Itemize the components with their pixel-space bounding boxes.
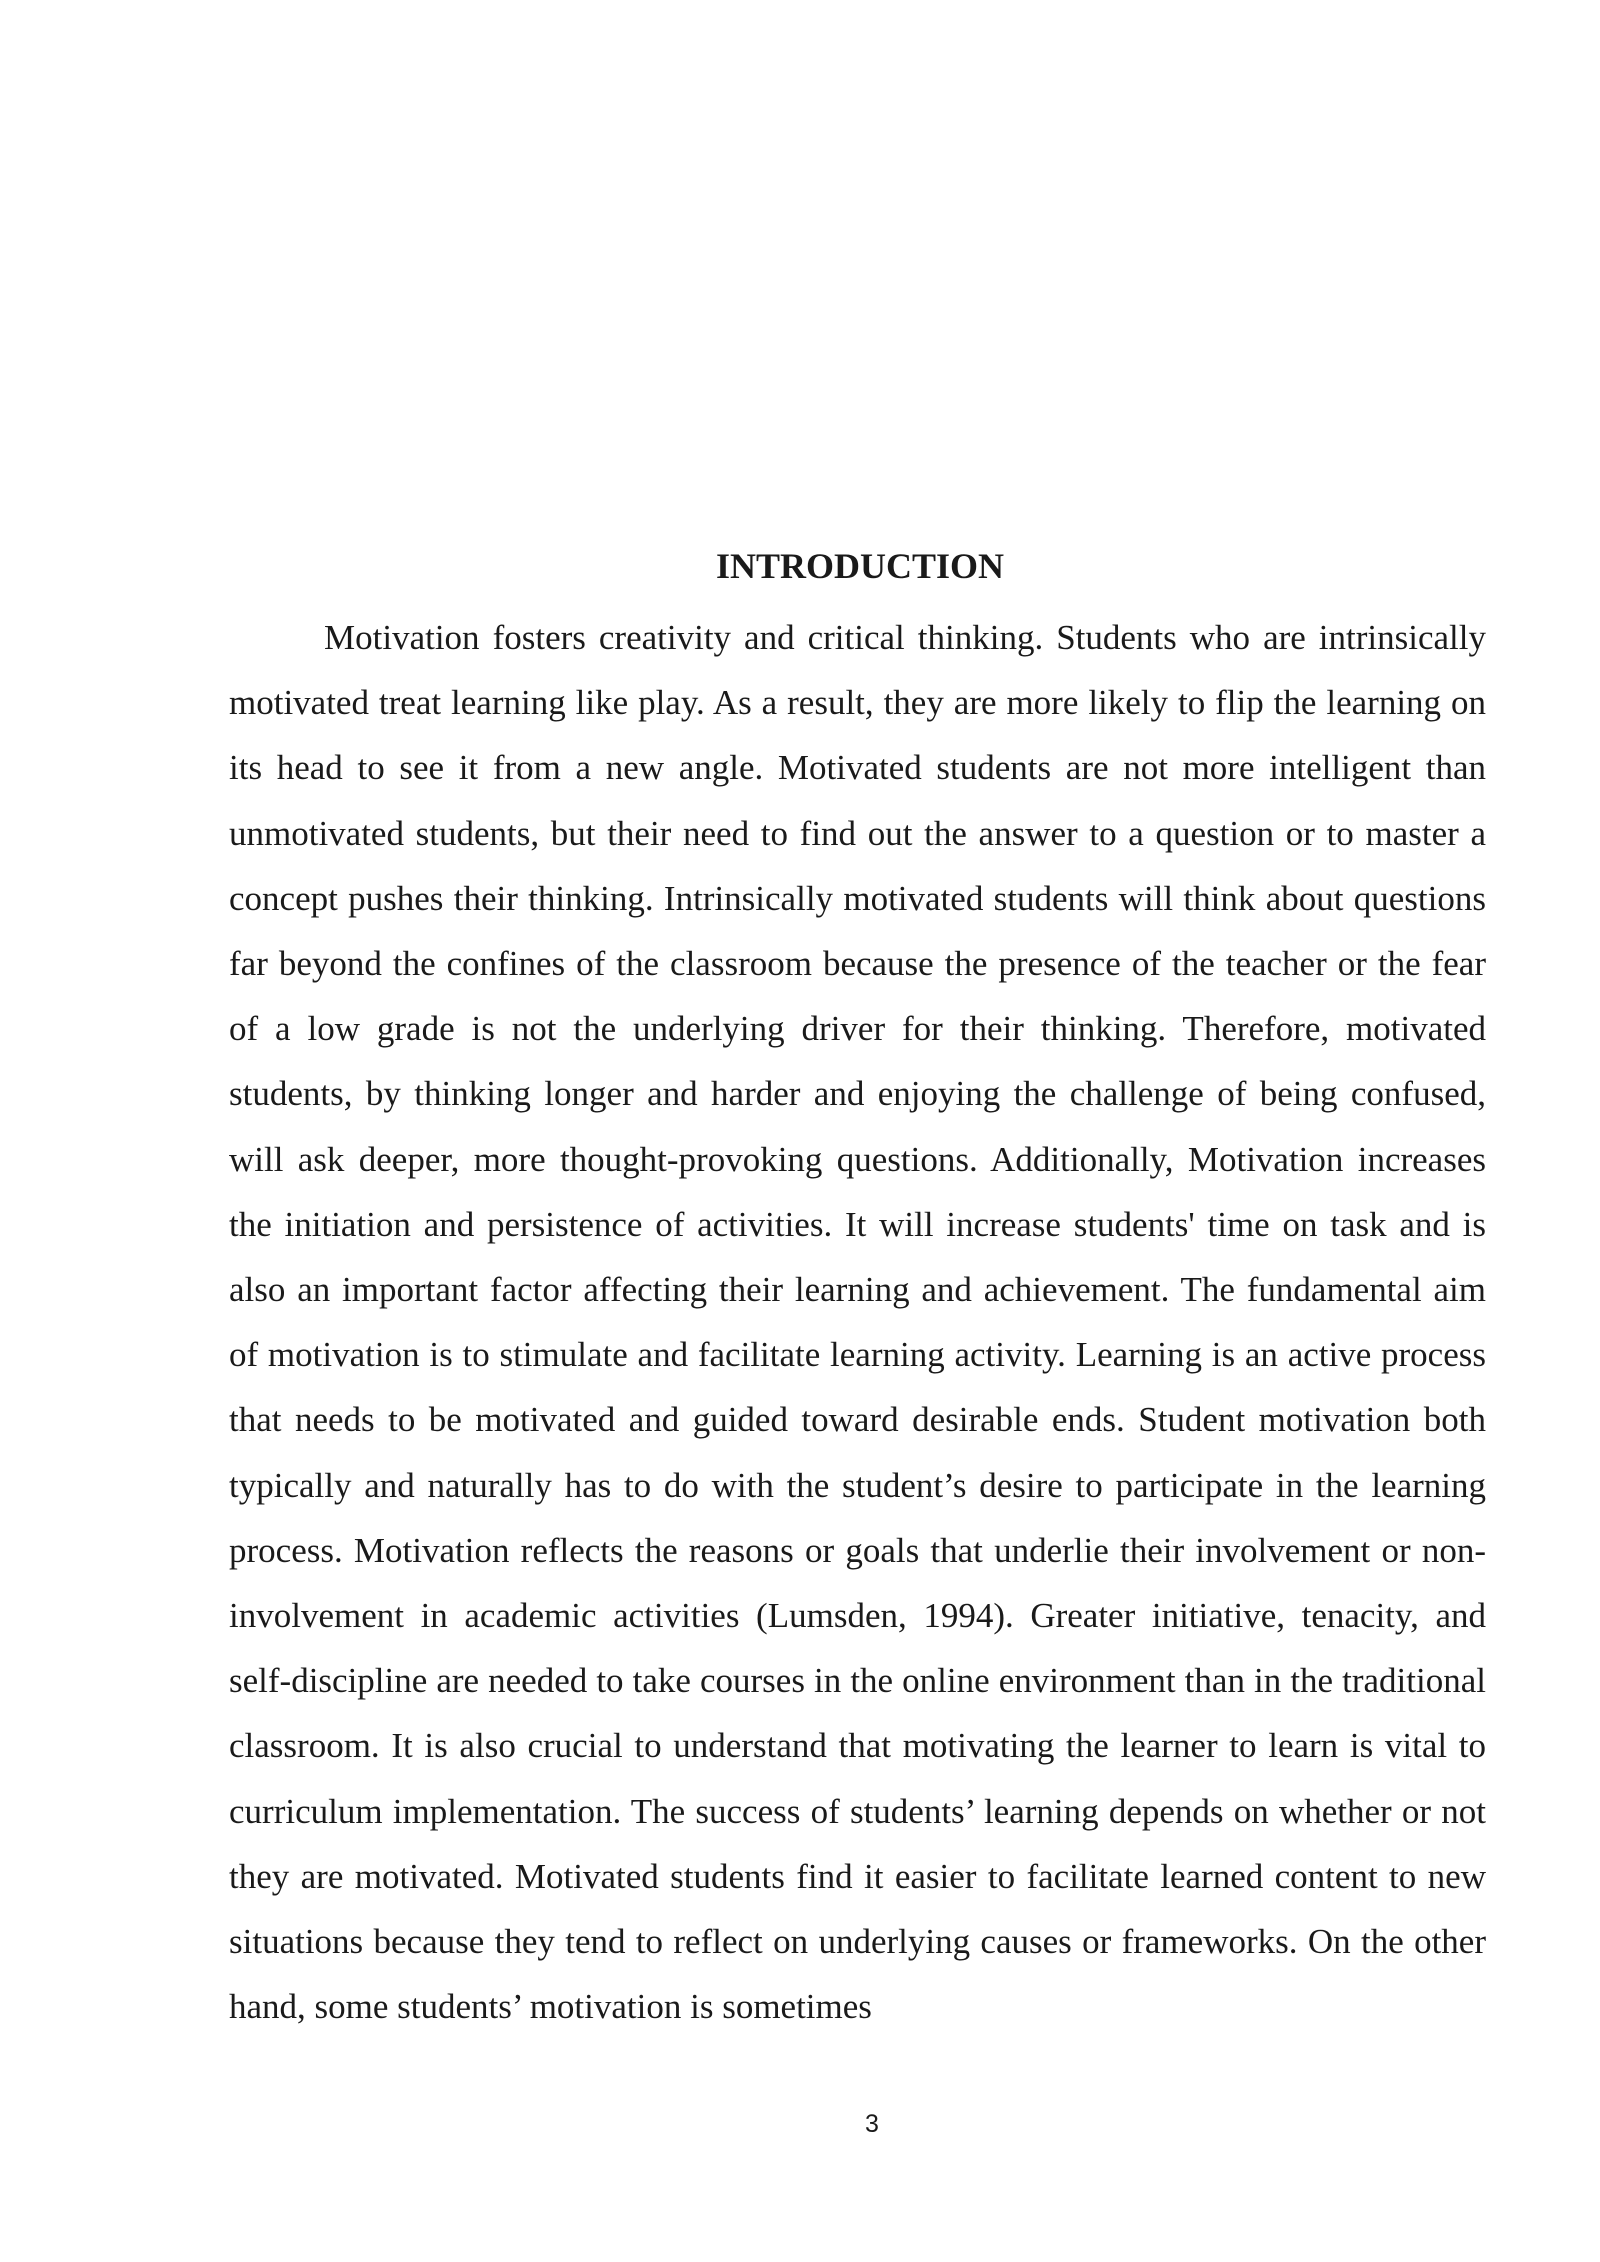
section-heading: INTRODUCTION: [715, 546, 1005, 586]
body-paragraph: Motivation fosters creativity and critical thinking. Students who are intrinsically motivated treat learning like play. As a result, they are more likely to flip the learning on its head to see it from a new angle. Motivated students are not more intelligent than unmotivated students, but their need to find out the answer to a question or to master a concept pushes their thinking. Intrinsically motivated students will think about questions far beyond the confines of the classroom because the presence of the teacher or the fear of a low grade is not the underlying driver for their thinking. Therefore, motivated students, by thinking longer and harder and enjoying the challenge of being confused, will ask deeper, more thought-provoking questions. Additionally, Motivation increases the initiation and persistence of activities. It will increase students' time on task and is also an important factor affecting their learning and achievement. The fundamental aim of motivation is to stimulate and facilitate learning activity. Learning is an active process that needs to be motivated and guided toward desirable ends. Student motivation both typically and naturally has to do with the student’s desire to participate in the learning process. Motivation reflects the reasons or goals that underlie their involvement or non-involvement in academic activities (Lumsden, 1994). Greater initiative, tenacity, and self-discipline are needed to take courses in the online environment than in the traditional classroom. It is also crucial to understand that motivating the learner to learn is vital to curriculum implementation. The success of students’ learning depends on whether or not they are motivated. Motivated students find it easier to facilitate learned content to new situations because they tend to reflect on underlying causes or frameworks. On the other hand, some students’ motivation is sometimes: [229, 618, 1486, 2027]
page-number: 3: [865, 2110, 879, 2138]
